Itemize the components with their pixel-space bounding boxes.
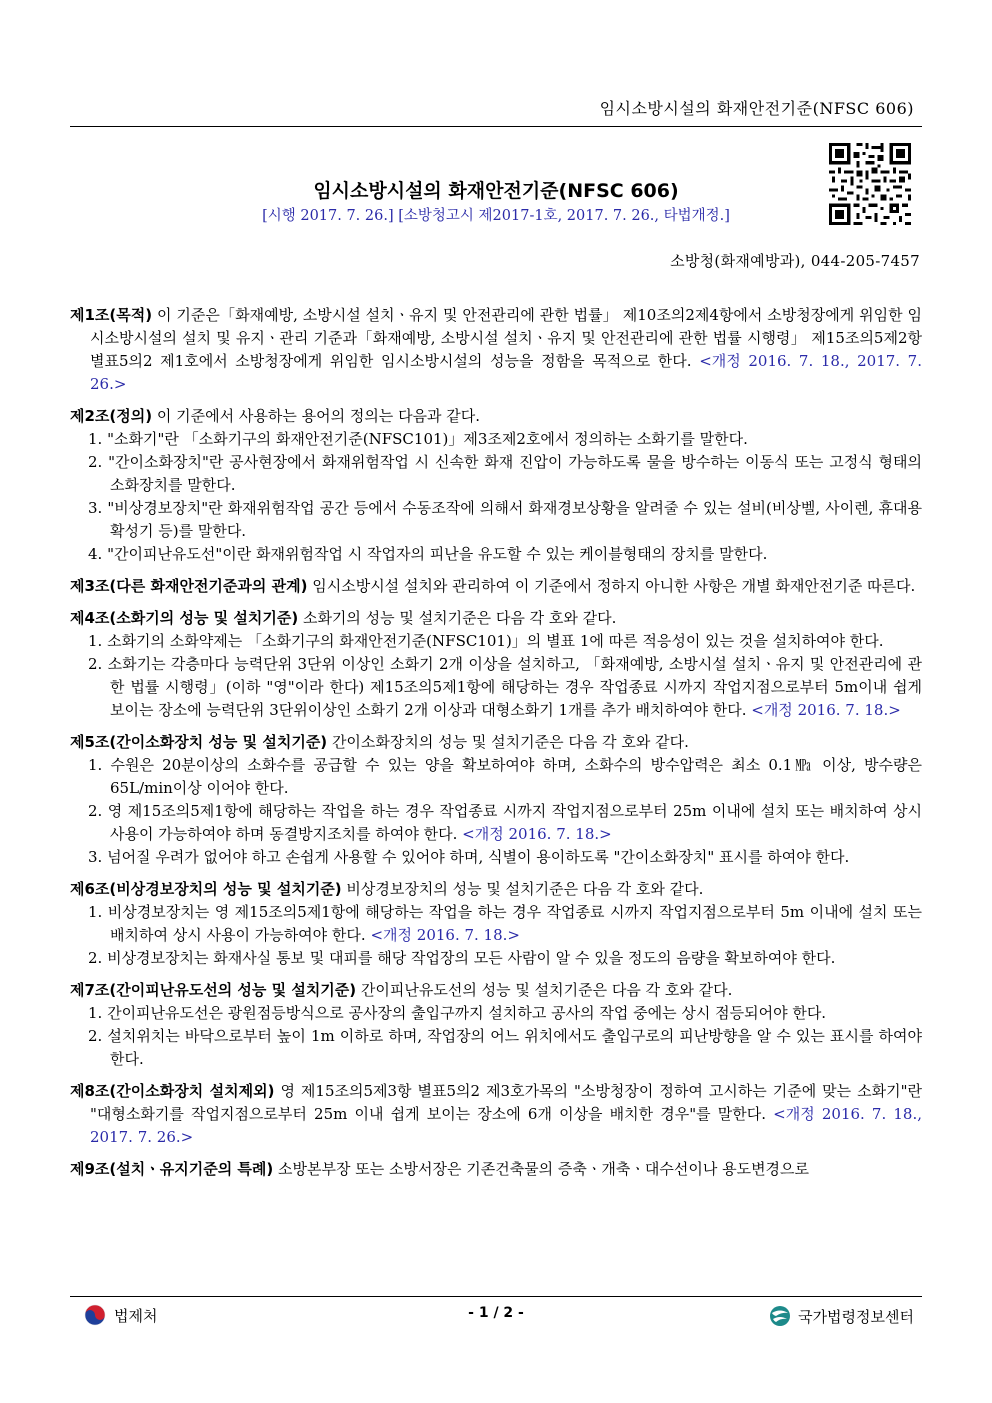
article-heading: 제1조(목적): [70, 306, 153, 324]
article-item-text: 1. 소화기의 소화약제는 「소화기구의 화재안전기준(NFSC101)」의 별표 1에 따른 적응성이 있는 것을 설치하여야 한다.: [88, 632, 884, 650]
footer-right-org: 국가법령정보센터: [798, 1307, 914, 1326]
article-text: 소화기의 성능 및 설치기준은 다음 각 호와 같다.: [298, 609, 617, 627]
article-text: 임시소방시설 설치와 관리하여 이 기준에서 정하지 아니한 사항은 개별 화재안전기준 따른다.: [307, 577, 916, 595]
article: [70, 878, 922, 970]
document-title: 임시소방시설의 화재안전기준(NFSC 606): [313, 180, 679, 202]
article-item-text: 4. "간이피난유도선"이란 화재위험작업 시 작업자의 피난을 유도할 수 있는 케이블형태의 장치를 말한다.: [88, 545, 768, 563]
article: [70, 731, 922, 869]
article-item: [70, 1002, 922, 1025]
article: [70, 304, 922, 396]
document-body: [70, 304, 922, 1190]
article-item: [70, 901, 922, 947]
article-item-text: 3. "비상경보장치"란 화재위험작업 공간 등에서 수동조작에 의해서 화재경보상황을 알려줄 수 있는 설비(비상벨, 사이렌, 휴대용확성기 등)를 말한다.: [88, 499, 922, 540]
article-item-text: 3. 넘어질 우려가 없어야 하고 손쉽게 사용할 수 있어야 하며, 식별이 용이하도록 "간이소화장치" 표시를 하여야 한다.: [88, 848, 850, 866]
article-heading: 제2조(정의): [70, 407, 153, 425]
article-paragraph: [70, 979, 922, 1002]
article-paragraph: [70, 1158, 922, 1181]
article-paragraph: [70, 731, 922, 754]
article-heading: 제6조(비상경보장치의 성능 및 설치기준): [70, 880, 342, 898]
globe-logo-icon: [768, 1304, 792, 1328]
article-text: 간이소화장치의 성능 및 설치기준은 다음 각 호와 같다.: [327, 733, 689, 751]
article: [70, 607, 922, 722]
article-paragraph: [70, 878, 922, 901]
article-heading: 제3조(다른 화재안전기준과의 관계): [70, 577, 308, 595]
article-item: [70, 451, 922, 497]
article-item-text: 1. 간이피난유도선은 광원점등방식으로 공사장의 출입구까지 설치하고 공사의 작업 중에는 상시 점등되어야 한다.: [88, 1004, 827, 1022]
article-heading: 제8조(간이소화장치 설치제외): [70, 1082, 275, 1100]
article-paragraph: [70, 1080, 922, 1149]
article-item: [70, 846, 922, 869]
amendment-note: <개정 2016. 7. 18., 2017. 7. 26.>: [90, 1105, 922, 1146]
article-heading: 제9조(설치ㆍ유지기준의 특례): [70, 1160, 274, 1178]
amendment-note: <개정 2016. 7. 18., 2017. 7. 26.>: [90, 352, 922, 393]
article: [70, 1080, 922, 1149]
article-item: [70, 497, 922, 543]
article-text: 이 기준에서 사용하는 용어의 정의는 다음과 같다.: [152, 407, 481, 425]
header-title: 임시소방시설의 화재안전기준(NFSC 606): [599, 99, 914, 118]
article-paragraph: [70, 575, 922, 598]
article-item-text: 2. "간이소화장치"란 공사현장에서 화재위험작업 시 신속한 화재 진압이 가능하도록 물을 방수하는 이동식 또는 고정식 형태의 소화장치를 말한다.: [88, 453, 922, 494]
article-item: [70, 428, 922, 451]
article: [70, 1158, 922, 1181]
article-item-text: 1. 비상경보장치는 영 제15조의5제1항에 해당하는 작업을 하는 경우 작업종료 시까지 작업지점으로부터 5m 이내에 설치 또는 배치하여 상시 사용이 가능하여야 한다.: [88, 903, 922, 944]
header-rule: [70, 126, 922, 127]
page-number: - 1 / 2 -: [468, 1305, 524, 1321]
document-department: 소방청(화재예방과), 044-205-7457: [670, 252, 920, 270]
footer-left-org: 법제처: [114, 1306, 158, 1325]
article-paragraph: [70, 607, 922, 630]
article-item: [70, 754, 922, 800]
article-text: 비상경보장치의 성능 및 설치기준은 다음 각 호와 같다.: [341, 880, 704, 898]
article-heading: 제4조(소화기의 성능 및 설치기준): [70, 609, 299, 627]
article-item-text: 2. 비상경보장치는 화재사실 통보 및 대피를 해당 작업장의 모든 사람이 알 수 있을 정도의 음량을 확보하여야 한다.: [88, 949, 836, 967]
article-item-text: 1. "소화기"란 「소화기구의 화재안전기준(NFSC101)」제3조제2호에서 정의하는 소화기를 말한다.: [88, 430, 748, 448]
article-text: 영 제15조의5제3항 별표5의2 제3호가목의 "소방청장이 정하여 고시하는 기준에 맞는 소화기"란 "대형소화기를 작업지점으로부터 25m 이내 쉽게 보이는 장소에 6개 이상을 배치한 경우"를 말한다.: [90, 1082, 922, 1123]
article-item: [70, 947, 922, 970]
article-item: [70, 543, 922, 566]
article-heading: 제5조(간이소화장치 성능 및 설치기준): [70, 733, 328, 751]
article-item-text: 2. 소화기는 각층마다 능력단위 3단위 이상인 소화기 2개 이상을 설치하고, 「화재예방, 소방시설 설치ㆍ유지 및 안전관리에 관한 법률 시행령」(이하 "영"이라 한다) 제15조의5제1항에 해당하는 경우 작업종료 시까지 작업지점으로부터 5m이내 쉽게 보이는 장소에 능력단위 3단위이상인 소화기 2개 이상과 대형소화기 1개를 추가 배치하여야 한다.: [88, 655, 922, 719]
article-item: [70, 800, 922, 846]
article-paragraph: [70, 405, 922, 428]
article-item: [70, 1025, 922, 1071]
footer-rule: [70, 1296, 922, 1297]
article: [70, 979, 922, 1071]
article-text: 소방본부장 또는 소방서장은 기존건축물의 증축ㆍ개축ㆍ대수선이나 용도변경으로: [273, 1160, 810, 1178]
article-text: 이 기준은「화재예방, 소방시설 설치ㆍ유지 및 안전관리에 관한 법률」 제10조의2제4항에서 소방청장에게 위임한 임시소방시설의 설치 및 유지ㆍ관리 기준과「화재예방, 소방시설 설치ㆍ유지 및 안전관리에 관한 법률 시행령」 제15조의5제2항 별표5의2 제1호에서 소방청장에게 위임한 임시소방시설의 성능을 정함을 목적으로 한다.: [90, 306, 922, 370]
footer-right: [768, 1304, 914, 1328]
amendment-note: <개정 2016. 7. 18.>: [462, 825, 612, 843]
document-meta: [시행 2017. 7. 26.] [소방청고시 제2017-1호, 2017. 7. 26., 타법개정.]: [262, 208, 730, 224]
article-item-text: 1. 수원은 20분이상의 소화수를 공급할 수 있는 양을 확보하여야 하며, 소화수의 방수압력은 최소 0.1㎫ 이상, 방수량은 65L/min이상 이어야 한다.: [88, 756, 922, 797]
article-heading: 제7조(간이피난유도선의 성능 및 설치기준): [70, 981, 357, 999]
article-item: [70, 653, 922, 722]
amendment-note: <개정 2016. 7. 18.>: [370, 926, 520, 944]
article-item-text: 2. 설치위치는 바닥으로부터 높이 1m 이하로 하며, 작업장의 어느 위치에서도 출입구로의 피난방향을 알 수 있는 표시를 하여야 한다.: [88, 1027, 922, 1068]
article-text: 간이피난유도선의 성능 및 설치기준은 다음 각 호와 같다.: [356, 981, 733, 999]
article-item-text: 2. 영 제15조의5제1항에 해당하는 작업을 하는 경우 작업종료 시까지 작업지점으로부터 25m 이내에 설치 또는 배치하여 상시 사용이 가능하여야 하며 동결방지조치를 하여야 한다.: [88, 802, 922, 843]
article-paragraph: [70, 304, 922, 396]
article: [70, 575, 922, 598]
amendment-note: <개정 2016. 7. 18.>: [751, 701, 901, 719]
article-item: [70, 630, 922, 653]
article: [70, 405, 922, 566]
